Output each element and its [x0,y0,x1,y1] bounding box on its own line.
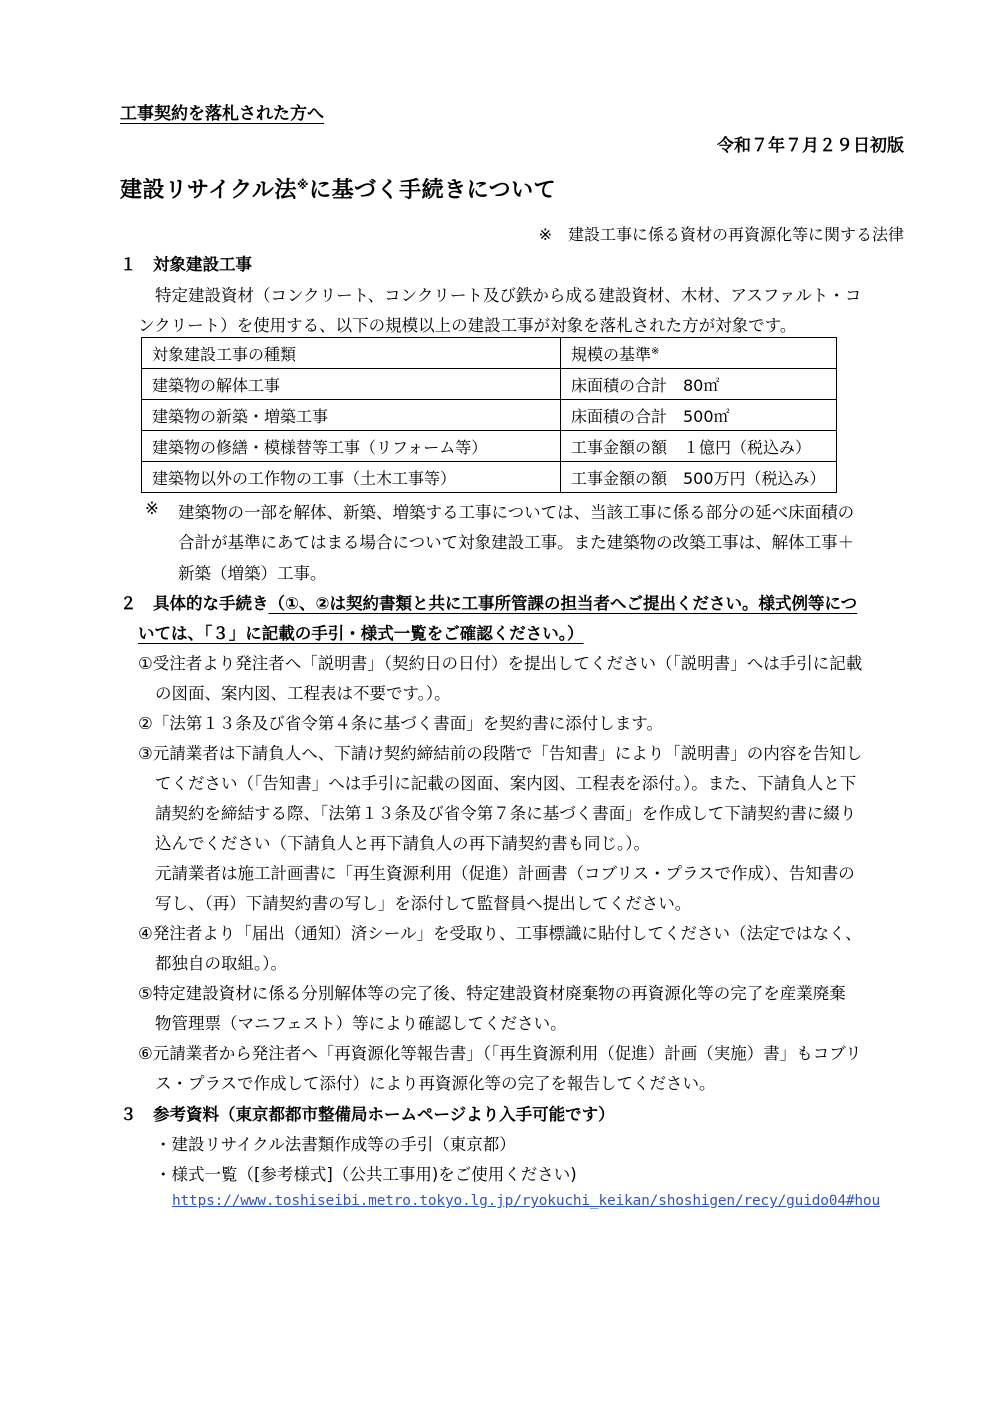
step-3-line: 請契約を締結する際、「法第１３条及び省令第７条に基づく書面」を作成して下請契約書に綴り [155,804,857,823]
table-header-mark: ※ [651,345,660,357]
step-6-line: ス・プラスで作成して添付）により再資源化等の完了を報告してください。 [155,1074,716,1093]
section3-heading: ３ 参考資料（東京都都市整備局ホームページより入手可能です） [120,1105,615,1124]
section1-intro-line1: 特定建設資材（コンクリート、コンクリート及び鉄から成る建設資材、木材、アスファルト・コ [155,286,862,305]
step-2-line: ②「法第１３条及び省令第４条に基づく書面」を契約書に添付します。 [138,714,663,733]
step-3-line: ③元請業者は下請負人へ、下請け契約締結前の段階で「告知書」により「説明書」の内容を告知し [138,744,863,763]
table-cell: 床面積の合計 500㎡ [561,400,837,431]
table-cell: 床面積の合計 80㎡ [561,369,837,400]
table-row [142,400,837,431]
note-line: 新築（増築）工事。 [178,564,327,583]
table-row [142,431,837,462]
law-footnote: ※ 建設工事に係る資材の再資源化等に関する法律 [538,225,904,244]
title-mark: ※ [296,178,310,192]
table-cell: 建築物以外の工作物の工事（土木工事等） [142,462,561,493]
target-works-table [141,337,837,493]
step-3-line: 込んでください（下請負人と再下請負人の再下請契約書も同じ。）。 [155,834,650,853]
step-6-line: ⑥元請業者から発注者へ「再資源化等報告書」（「再生資源利用（促進）計画（実施）書」もコブリ [138,1044,862,1063]
reference-link[interactable]: https://www.toshiseibi.metro.tokyo.lg.jp/ryokuchi_keikan/shoshigen/recy/guido04#hou [172,1193,880,1209]
section2-instruction: （①、②は契約書類と共に工事所管課の担当者へご提出ください。様式例等につ [268,594,858,613]
table-row [142,369,837,400]
section2-heading: ２ 具体的な手続き [120,594,269,613]
table-header-row [142,338,837,369]
table-cell: 工事金額の額 500万円（税込み） [561,462,837,493]
note-mark: ※ [145,499,159,518]
table-row [142,462,837,493]
table-header-cell: 対象建設工事の種類 [142,338,561,369]
table-cell: 建築物の解体工事 [142,369,561,400]
section2-instruction-cont: いては、「３」に記載の手引・様式一覧をご確認ください。） [138,624,584,643]
table-cell: 工事金額の額 １億円（税込み） [561,431,837,462]
page-title [120,173,556,204]
section2-heading-line [120,590,857,614]
note-line: 合計が基準にあてはまる場合について対象建設工事。また建築物の改築工事は、解体工事＋ [178,533,855,552]
table-cell: 建築物の修繕・模様替等工事（リフォーム等） [142,431,561,462]
step-5-line: 物管理票（マニフェスト）等により確認してください。 [155,1014,567,1033]
reference-item: ・様式一覧（[参考様式]（公共工事用)をご使用ください) [155,1165,577,1184]
reference-item: ・建設リサイクル法書類作成等の手引（東京都） [155,1135,516,1154]
step-4-line: 都独自の取組。）。 [155,954,287,973]
step-4-line: ④発注者より「届出（通知）済シール」を受取り、工事標識に貼付してください（法定ではなく、 [138,924,862,943]
step-3-line: 写し、（再）下請契約書の写し」を添付して監督員へ提出してください。 [155,894,692,913]
section1-intro-line2: ンクリート）を使用する、以下の規模以上の建設工事が対象を落札された方が対象です。 [138,316,797,335]
addressee: 工事契約を落札された方へ [120,104,324,124]
note-line: 建築物の一部を解体、新築、増築する工事については、当該工事に係る部分の延べ床面積の [178,503,855,522]
step-3-line: てください（「告知書」へは手引に記載の図面、案内図、工程表を添付。）。また、下請負人と下 [155,774,857,793]
edition-date: 令和７年７月２９日初版 [717,136,904,156]
step-5-line: ⑤特定建設資材に係る分別解体等の完了後、特定建設資材廃棄物の再資源化等の完了を産業廃棄 [138,984,846,1003]
section1-heading: １ 対象建設工事 [120,255,252,274]
table-cell: 建築物の新築・増築工事 [142,400,561,431]
title-rest: に基づく手続きについて [309,178,557,203]
step-1-line: の図面、案内図、工程表は不要です。）。 [155,684,451,703]
table-header-cell [561,338,837,369]
step-1-line: ①受注者より発注者へ「説明書」（契約日の日付）を提出してください（「説明書」へは手引に記載 [138,654,863,673]
table-header-label: 規模の基準 [571,344,652,364]
title-main: 建設リサイクル法 [120,178,297,203]
step-3-line: 元請業者は施工計画書に「再生資源利用（促進）計画書（コブリス・プラスで作成）、告知書の [155,864,855,883]
